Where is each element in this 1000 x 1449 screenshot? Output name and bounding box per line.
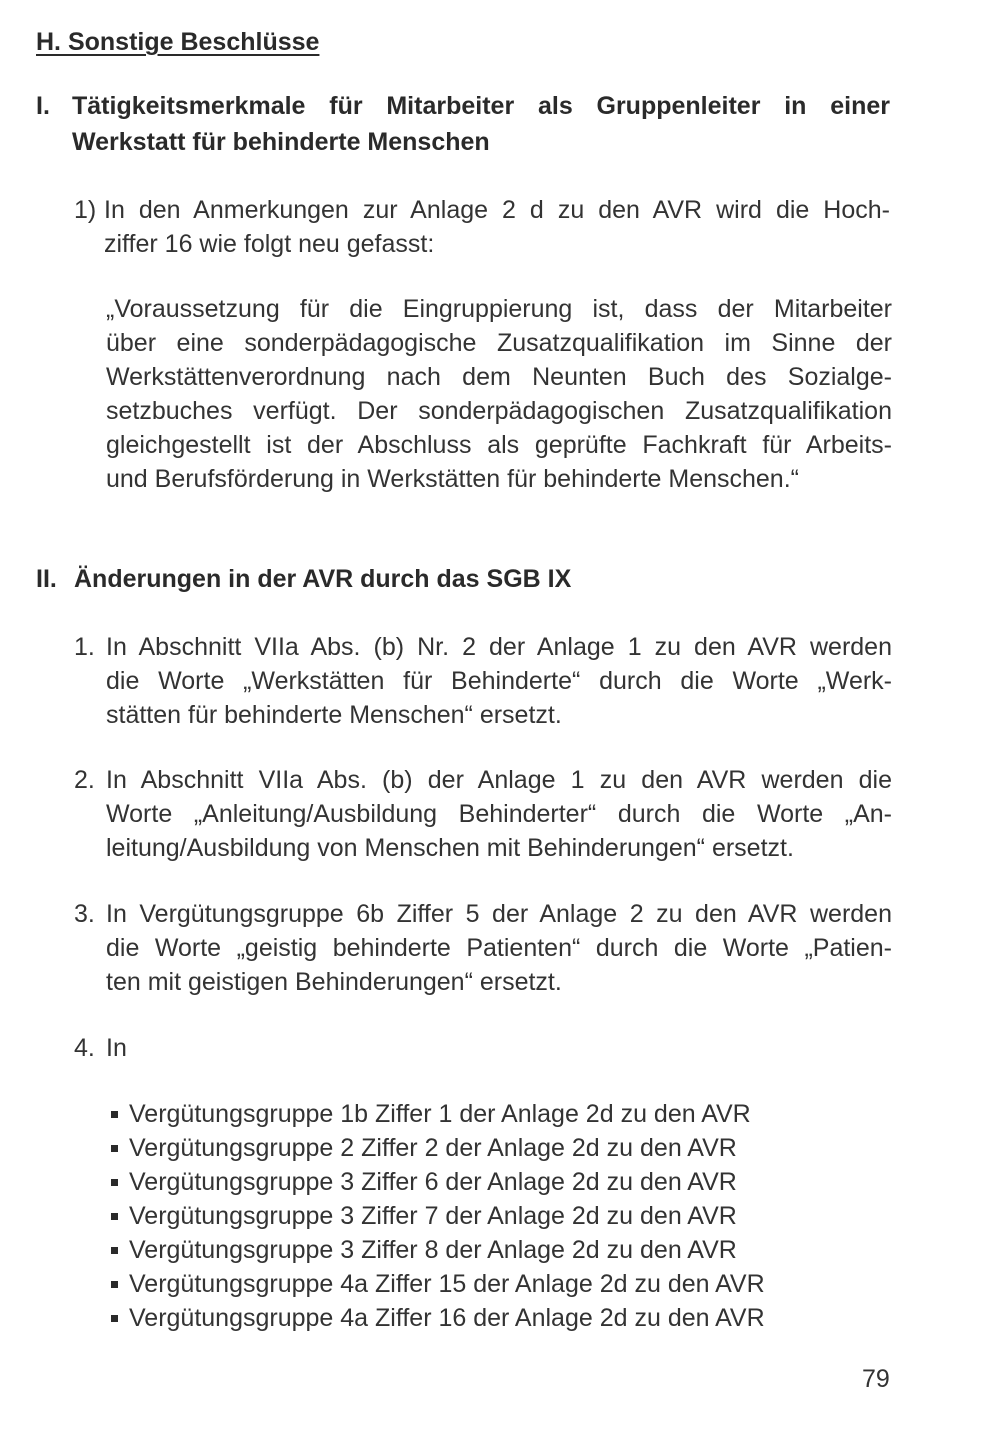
list-item-line: ten mit geistigen Behinderungen“ ersetzt. bbox=[106, 968, 562, 996]
quote-line-1: „Voraussetzung für die Eingruppierung ist, dass der Mitarbeiter bbox=[106, 295, 892, 323]
bullet-marker bbox=[111, 1145, 118, 1152]
list-item-line: In bbox=[106, 1034, 127, 1062]
item-1-line-2: ziffer 16 wie folgt neu gefasst: bbox=[104, 230, 435, 258]
bullet-item: Vergütungsgruppe 3 Ziffer 7 der Anlage 2d zu den AVR bbox=[129, 1202, 737, 1230]
list-item-line: stätten für behinderte Menschen“ ersetzt. bbox=[106, 701, 562, 729]
list-item-line: die Worte „Werkstätten für Behinderte“ durch die Worte „Werk- bbox=[106, 667, 892, 695]
item-1-number: 1) bbox=[74, 196, 97, 224]
list-item-line: Worte „Anleitung/Ausbildung Behinderter“ durch die Worte „An- bbox=[106, 800, 892, 828]
list-item-number: 2. bbox=[74, 766, 95, 794]
bullet-marker bbox=[111, 1179, 118, 1186]
bullet-item: Vergütungsgruppe 4a Ziffer 15 der Anlage 2d zu den AVR bbox=[129, 1270, 765, 1298]
quote-line-2: über eine sonderpädagogische Zusatzqualifikation im Sinne der bbox=[106, 329, 892, 357]
bullet-item: Vergütungsgruppe 4a Ziffer 16 der Anlage 2d zu den AVR bbox=[129, 1304, 765, 1332]
list-item-line: In Abschnitt VIIa Abs. (b) Nr. 2 der Anlage 1 zu den AVR werden bbox=[106, 633, 892, 661]
bullet-item: Vergütungsgruppe 3 Ziffer 6 der Anlage 2d zu den AVR bbox=[129, 1168, 737, 1196]
bullet-marker bbox=[111, 1315, 118, 1322]
bullet-marker bbox=[111, 1111, 118, 1118]
quote-line-5: gleichgestellt ist der Abschluss als geprüfte Fachkraft für Arbeits- bbox=[106, 431, 892, 459]
page-heading: H. Sonstige Beschlüsse bbox=[36, 28, 320, 56]
list-item-line: die Worte „geistig behinderte Patienten“ durch die Worte „Patien- bbox=[106, 934, 892, 962]
section-1-title-line-2: Werkstatt für behinderte Menschen bbox=[72, 128, 490, 156]
page-number: 79 bbox=[862, 1365, 890, 1393]
section-1-title-line-1: Tätigkeitsmerkmale für Mitarbeiter als Gruppenleiter in einer bbox=[72, 92, 890, 120]
bullet-marker bbox=[111, 1281, 118, 1288]
list-item-number: 4. bbox=[74, 1034, 95, 1062]
quote-line-3: Werkstättenverordnung nach dem Neunten Buch des Sozialge- bbox=[106, 363, 892, 391]
quote-line-4: setzbuches verfügt. Der sonderpädagogischen Zusatzqualifikation bbox=[106, 397, 892, 425]
bullet-item: Vergütungsgruppe 1b Ziffer 1 der Anlage 2d zu den AVR bbox=[129, 1100, 751, 1128]
bullet-marker bbox=[111, 1247, 118, 1254]
list-item-number: 3. bbox=[74, 900, 95, 928]
quote-line-6: und Berufsförderung in Werkstätten für behinderte Menschen.“ bbox=[106, 465, 799, 493]
item-1-line-1: In den Anmerkungen zur Anlage 2 d zu den AVR wird die Hoch- bbox=[104, 196, 890, 224]
section-2-title: Änderungen in der AVR durch das SGB IX bbox=[74, 565, 572, 593]
bullet-item: Vergütungsgruppe 2 Ziffer 2 der Anlage 2d zu den AVR bbox=[129, 1134, 737, 1162]
list-item-line: In Vergütungsgruppe 6b Ziffer 5 der Anlage 2 zu den AVR werden bbox=[106, 900, 892, 928]
list-item-number: 1. bbox=[74, 633, 95, 661]
section-2-number: II. bbox=[36, 565, 57, 593]
list-item-line: leitung/Ausbildung von Menschen mit Behinderungen“ ersetzt. bbox=[106, 834, 794, 862]
section-1-number: I. bbox=[36, 92, 50, 120]
bullet-item: Vergütungsgruppe 3 Ziffer 8 der Anlage 2d zu den AVR bbox=[129, 1236, 737, 1264]
bullet-marker bbox=[111, 1213, 118, 1220]
list-item-line: In Abschnitt VIIa Abs. (b) der Anlage 1 zu den AVR werden die bbox=[106, 766, 892, 794]
